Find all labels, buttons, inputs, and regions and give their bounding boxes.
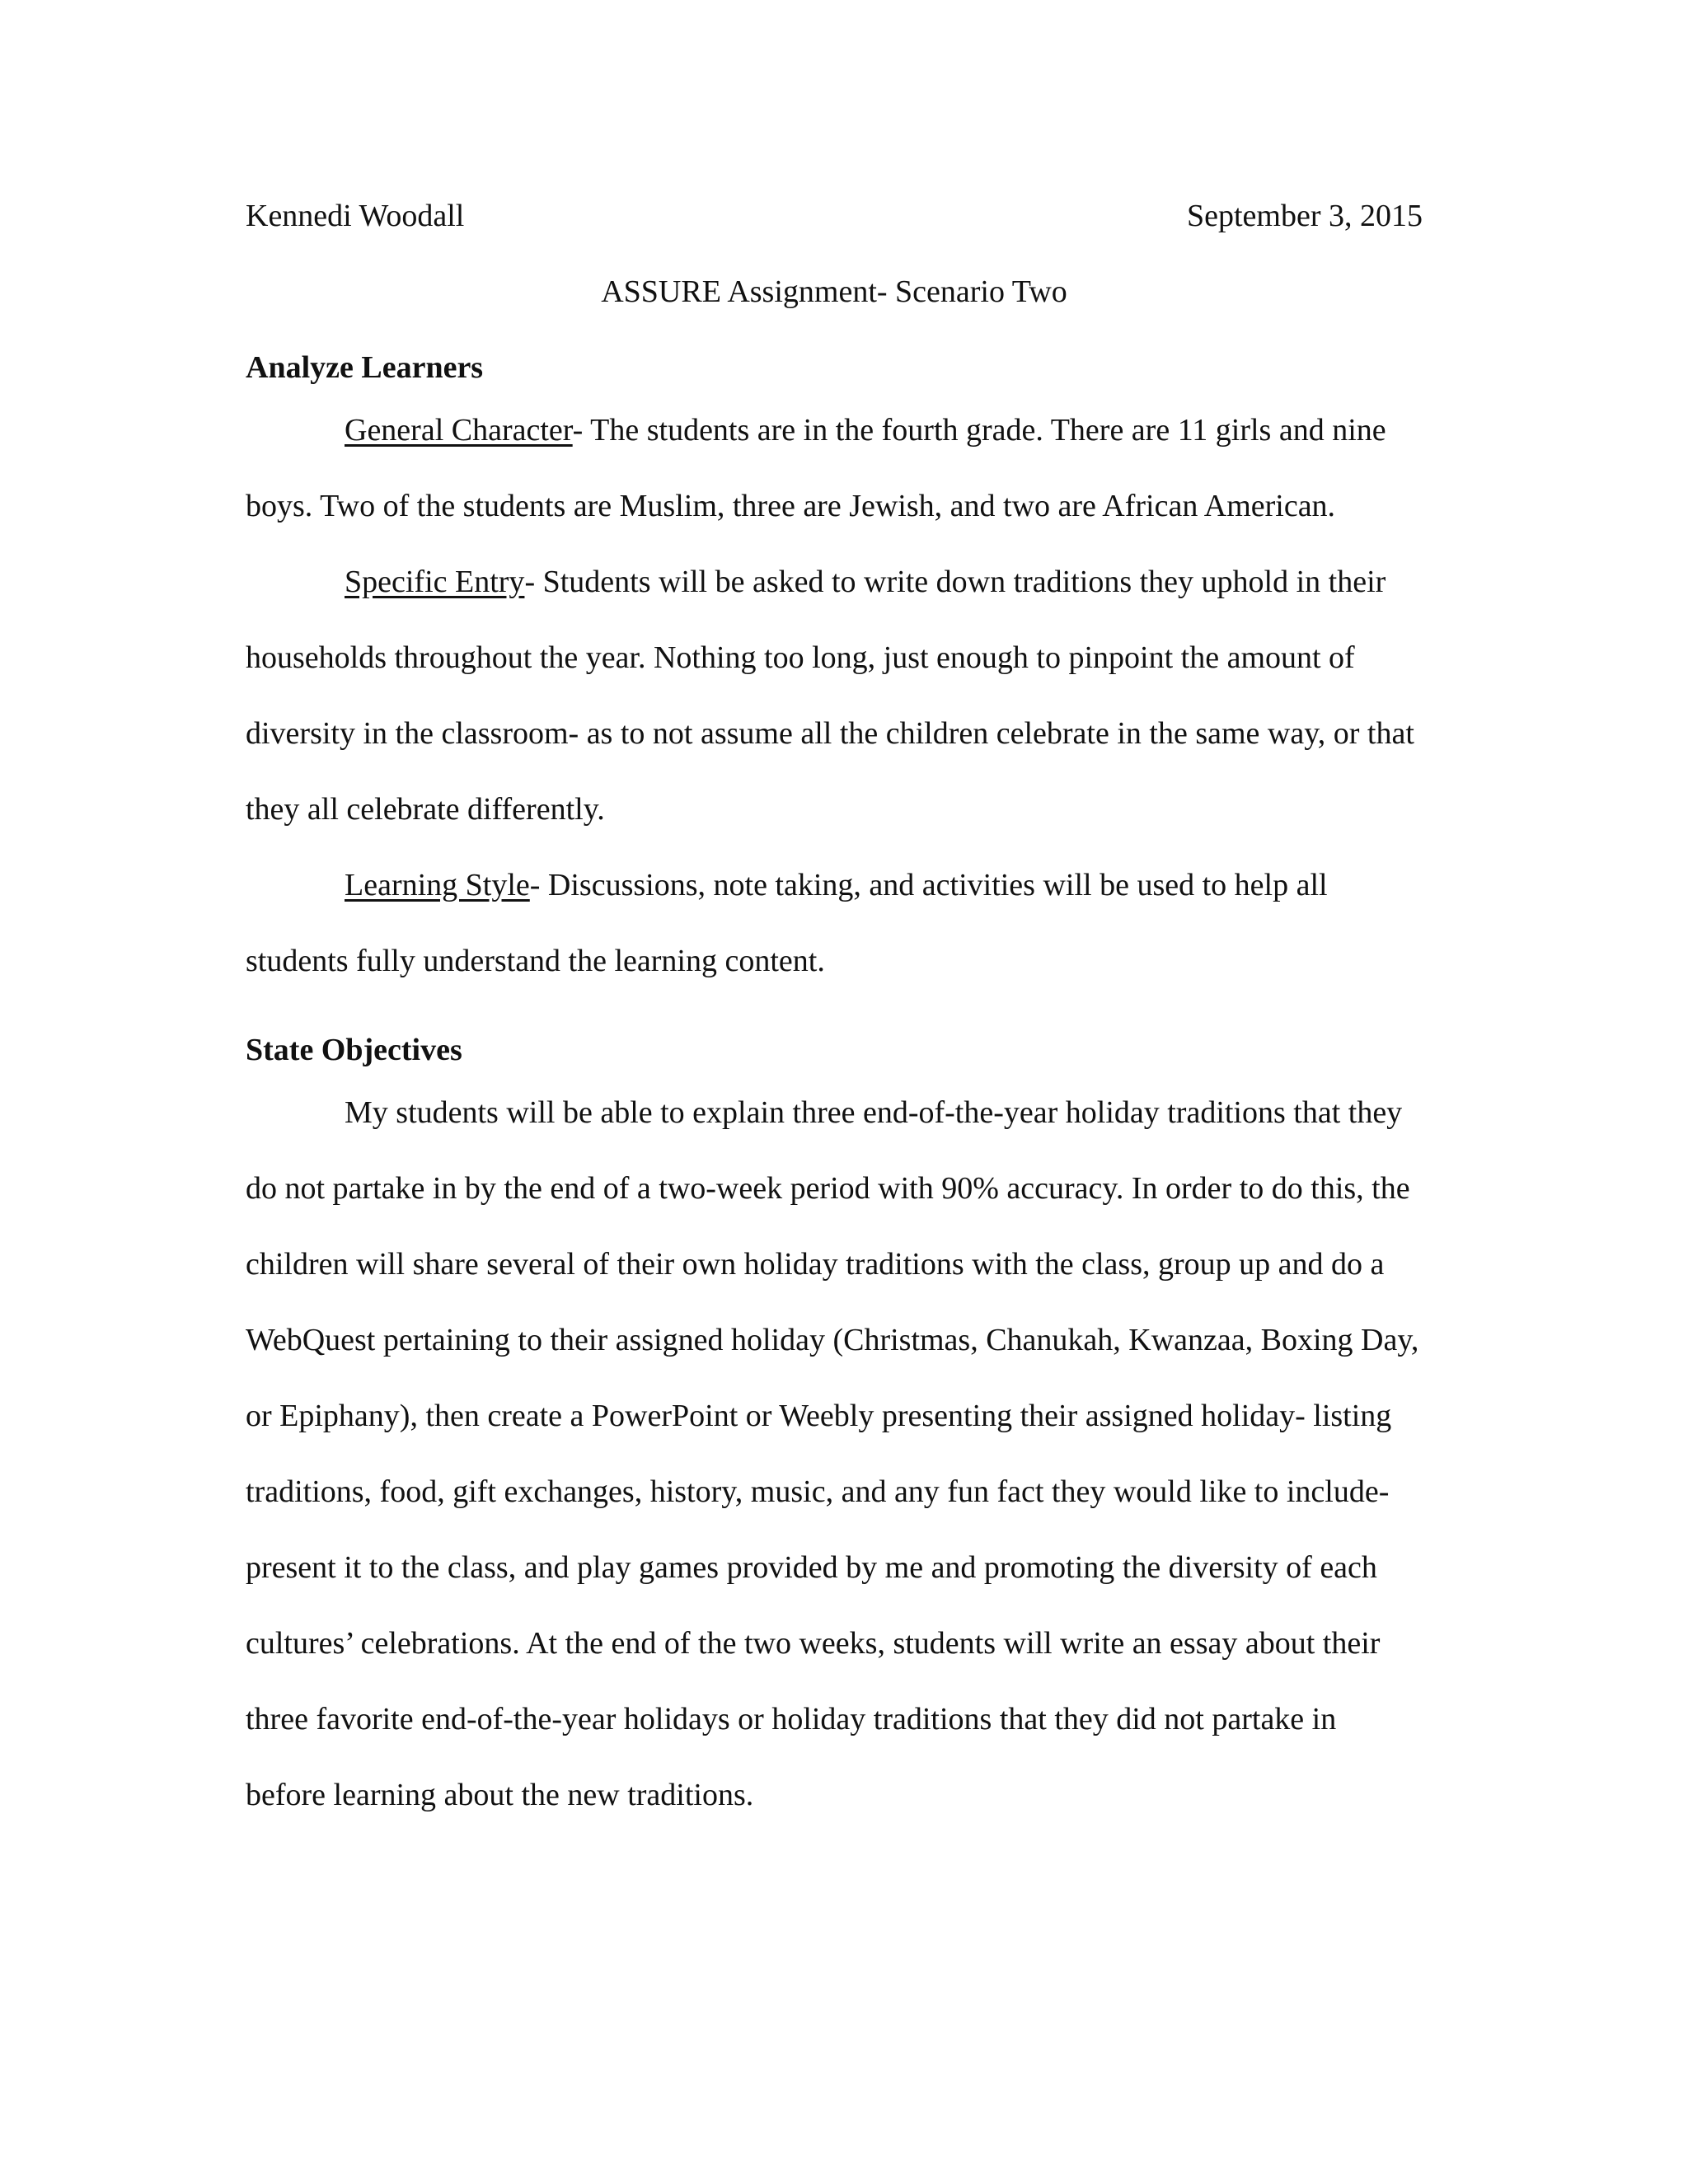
paragraph-objectives: My students will be able to explain three end-of-the-year holiday traditions that they do not partake in by the end of a two-week period with 90% accuracy. In order to do this, the children will share several of their own holiday traditions with the class, group up and do a WebQuest pertaining to their assigned holiday (Christmas, Chanukah, Kwanzaa, Boxing Day, or Epiphany), then create a PowerPoint or Weebly presenting their assigned holiday- listing traditions, food, gift exchanges, history, music, and any fun fact they would like to include- present it to the class, and play games provided by me and promoting the diversity of each cultures’ celebrations. At the end of the two weeks, students will write an essay about their three favorite end-of-the-year holidays or holiday traditions that they did not partake in before learning about the new traditions. bbox=[246, 1095, 1419, 1812]
text-learning-style: - Discussions, note taking, and activities will be used to help all students fully understand the learning content. bbox=[246, 868, 1328, 978]
label-general-character: General Character bbox=[345, 413, 573, 448]
text-general-character: - The students are in the fourth grade. There are 11 girls and nine boys. Two of the students are Muslim, three are Jewish, and two are African American. bbox=[246, 413, 1386, 523]
paragraph-specific-entry bbox=[246, 544, 1423, 847]
document-body bbox=[246, 191, 1423, 1833]
document-date: September 3, 2015 bbox=[1186, 199, 1423, 233]
section-heading-analyze-learners: Analyze Learners bbox=[246, 350, 484, 385]
text-specific-entry: - Students will be asked to write down traditions they uphold in their households throughout the year. Nothing too long, just enough to pinpoint the amount of diversity in the classroom- as to not assume all the children celebrate in the same way, or that they all celebrate differently. bbox=[246, 565, 1414, 827]
header-row bbox=[246, 191, 1423, 241]
document-title: ASSURE Assignment- Scenario Two bbox=[601, 274, 1067, 309]
paragraph-general-character bbox=[246, 392, 1423, 544]
section-heading-state-objectives: State Objectives bbox=[246, 1033, 462, 1067]
label-learning-style: Learning Style bbox=[345, 868, 530, 902]
label-specific-entry: Specific Entry bbox=[345, 565, 525, 599]
author-name: Kennedi Woodall bbox=[246, 199, 465, 233]
paragraph-learning-style bbox=[246, 847, 1423, 999]
